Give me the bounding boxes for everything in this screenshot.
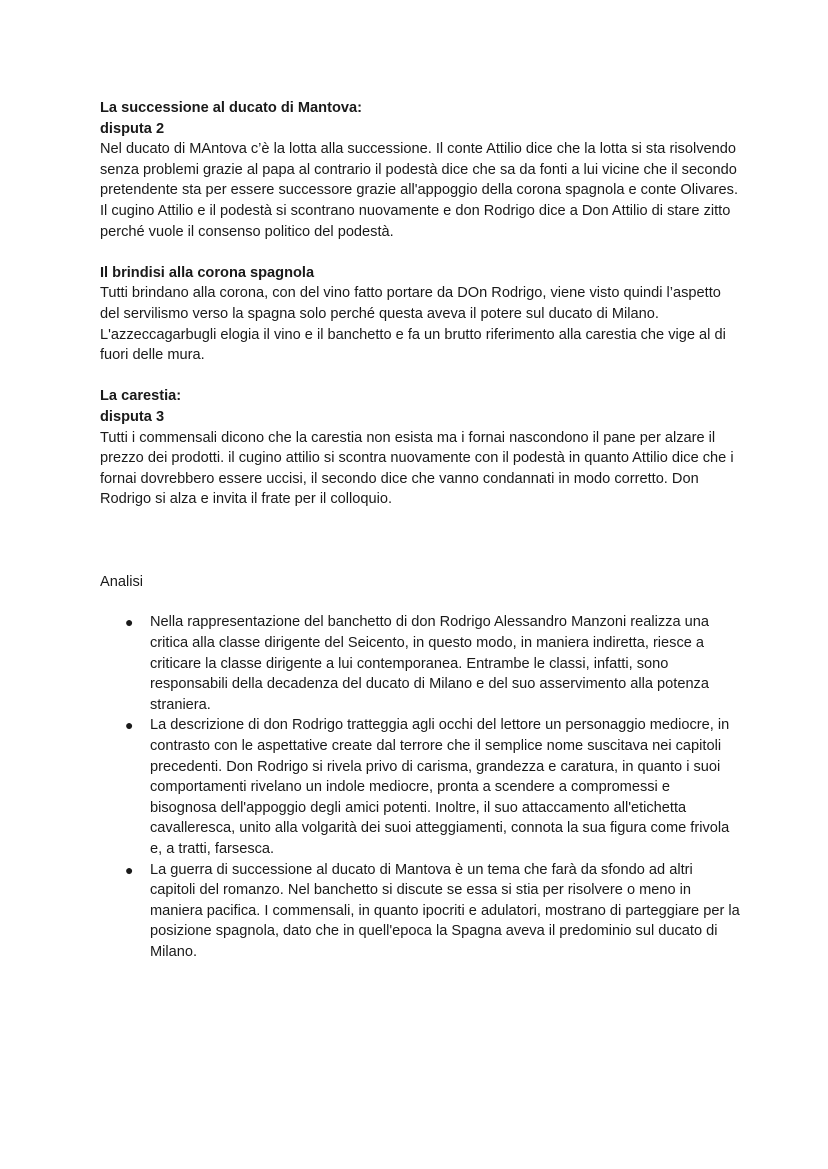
bullet-icon: ● [125,717,134,734]
document-page [100,98,740,963]
section-title: La successione al ducato di Mantova: [100,100,362,116]
list-item-text: La guerra di successione al ducato di Mantova è un tema che farà da sfondo ad altri capitoli del romanzo. Nel banchetto si discute se essa si stia per risolvere o meno in maniera pacifica. I commensali, in quanto ipocriti e adulatori, mostrano di parteggiare per la posizione spagnola, dato che in quell'epoca la Spagna aveva il predominio sul ducato di Milano. [150,861,740,960]
section-succession [100,98,740,242]
list-item-text: La descrizione di don Rodrigo tratteggia agli occhi del lettore un personaggio mediocre, in contrasto con le aspettative create dal terrore che il semplice nome suscitava nei capitoli precedenti. Don Rodrigo si rivela privo di carisma, grandezza e caratura, in quanto i suoi comportamenti rivelano un indole mediocre, pronta a scendere a compromessi e bisognosa dell'appoggio degli amici potenti. Inoltre, il suo attaccamento all'etichetta cavalleresca, unito alla volgarità dei suoi atteggiamenti, connota la sua figura come frivola e, a tratti, farsesca. [150,717,730,857]
section-subtitle: disputa 2 [100,120,165,137]
bullet-icon: ● [125,861,134,878]
bullet-icon: ● [125,614,134,631]
section-paragraph: Tutti i commensali dicono che la carestia non esista ma i fornai nascondono il pane per alzare il prezzo dei prodotti. il cugino attilio si scontra nuovamente con il podestà in quanto Attilio dice che i fornai dovrebbero essere uccisi, il secondo dice che vanno condannati in modo corretto. Don Rodrigo si alza e invita il frate per il colloquio. [100,429,734,508]
analysis-label: Analisi [100,573,143,590]
section-title: Il brindisi alla corona spagnola [100,264,315,281]
list-item-text: Nella rappresentazione del banchetto di don Rodrigo Alessandro Manzoni realizza una critica alla classe dirigente del Seicento, in questo modo, in maniera indiretta, riesce a criticare la classe dirigente a lui contemporanea. Entrambe le classi, infatti, sono responsabili della decadenza del ducato di Milano e del suo asservimento alla potenza straniera. [150,614,709,713]
section-paragraph: Tutti brindano alla corona, con del vino fatto portare da DOn Rodrigo, viene visto quindi l’aspetto del servilismo verso la spagna solo perché questa aveva il potere sul ducato di Milano. [100,285,721,322]
section-paragraph: Nel ducato di MAntova c’è la lotta alla successione. Il conte Attilio dice che la lotta si sta risolvendo senza problemi grazie al papa al contrario il podestà dice che sa da fonti a lui vicine che il secondo pretendente sta per essere successore grazie all'appoggio della corona spagnola e conte Olivares. Il cugino Attilio e il podestà si scontrano nuovamente e don Rodrigo dice a Don Attilio di stare zitto perché vuole il consenso politico del podestà. [100,141,739,240]
list-item [100,715,740,859]
list-item [100,860,740,963]
section-famine [100,386,740,510]
section-title: La carestia: [100,388,182,405]
analysis-section [100,572,740,963]
section-toast [100,263,740,366]
list-item [100,612,740,715]
section-subtitle: disputa 3 [100,408,165,425]
section-paragraph: L'azzeccagarbugli elogia il vino e il banchetto e fa un brutto riferimento alla carestia che vige al di fuori delle mura. [100,326,726,364]
analysis-list [100,612,740,962]
